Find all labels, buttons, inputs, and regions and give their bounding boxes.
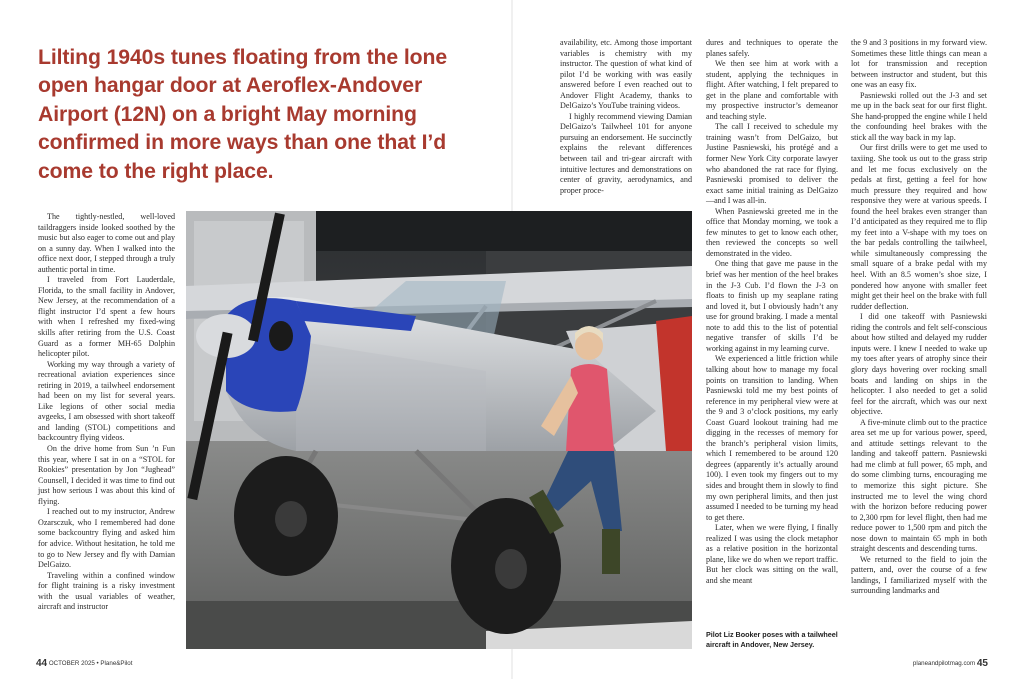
- folio-left: [36, 658, 132, 669]
- text-column-1: [38, 212, 175, 613]
- paragraph: the 9 and 3 positions in my forward view. Sometimes these little things can mean a lot for transmission and reception between instructor and student, but this one was an easy fix.: [851, 38, 987, 90]
- paragraph: We experienced a little friction while talking about how to manage my focal points on transition to landing. When Pasniewski told me my best points of reference in my peripheral view were at the 9 and 3 o’clock positions, my early Coast Guard lookout training had me digging in the recesses of memory for the branch’s peripheral vision limits, which I remembered to be around 120 degrees (apparently it’s actually around 100). I even took my fingers out to my sides and brought them in slowly to find my own peripheral limits, and then just assumed I needed to be turning my head to get there.: [706, 354, 838, 522]
- paragraph: We returned to the field to join the pattern, and, over the course of a few landings, I familiarized myself with the surrounding landmarks and: [851, 554, 987, 596]
- paragraph: On the drive home from Sun ’n Fun this year, where I sat in on a “STOL for Rookies” presentation by Jon “Jughead” Counsell, I decided it was time to find out just how serious I was about this kind of flying.: [38, 444, 175, 506]
- paragraph: I highly recommend viewing Damian DelGaizo’s Tailwheel 101 for anyone pursuing an endorsement. He succinctly explains the relevant differences between tail and tri-gear aircraft with intuitive lectures and demonstrations on center of gravity, aerodynamics, and proper proce-: [560, 111, 692, 195]
- page-number-right: 45: [976, 658, 988, 669]
- paragraph: I reached out to my instructor, Andrew Ozarsczuk, who I remembered had done some backcountry flying and asked him for advice. Without hesitation, he told me to go to New Jersey and fly with Damian DelGaizo.: [38, 507, 175, 570]
- paragraph: Later, when we were flying, I finally realized I was using the clock metaphor as a relative position in the horizontal plane, like we do when we report traffic. But her clock was sitting on the wall, and she meant: [706, 523, 838, 585]
- airplane-photo: [186, 211, 692, 649]
- photo-caption: Pilot Liz Booker poses with a tailwheel aircraft in Andover, New Jersey.: [706, 630, 838, 649]
- paragraph: Traveling within a confined window for flight training is a risky investment with the usual variables of weather, aircraft and instructor: [38, 570, 175, 612]
- paragraph: availability, etc. Among those important variables is chemistry with my instructor. The question of what kind of pilot I’d be working with was easily answered before I even reached out to Andover Flight Academy, thanks to DelGaizo’s YouTube training videos.: [560, 38, 692, 111]
- paragraph: Pasniewski rolled out the J-3 and set me up in the back seat for our first flight. She hand-propped the engine while I held the confounding heel brakes with the stick all the way back in my lap.: [851, 90, 987, 142]
- airplane-photo-illustration: [186, 211, 692, 649]
- paragraph: When Pasniewski greeted me in the office that Monday morning, we took a few minutes to get to know each other, then reviewed the concepts so well demonstrated in the video.: [706, 206, 838, 258]
- paragraph: I traveled from Fort Lauderdale, Florida, to the small facility in Andover, New Jersey, at the recommendation of a flight instructor I’d spent a few hours with when I refreshed my fixed-wing skills after retiring from the U.S. Coast Guard as a former MH-65 Dolphin helicopter pilot.: [38, 275, 175, 359]
- paragraph: A five-minute climb out to the practice area set me up for various power, speed, and attitude settings relevant to the landing and takeoff pattern. Pasniewski had me climb at full power, 65 mph, and do some climbing turns, encouraging me to memorize this sight picture. She instructed me to level the wing chord with the horizon before reducing power to 2,300 rpm for level flight, then had me reduce power to 1,500 rpm and pitch the nose down to maintain 65 mph in both straight descents and descending turns.: [851, 417, 987, 554]
- paragraph: We then see him at work with a student, applying the techniques in flight. After watching, I felt prepared to get in the plane and comfortable with my prospective instructor’s demeanor and teaching style.: [706, 59, 838, 121]
- paragraph: dures and techniques to operate the planes safely.: [706, 38, 838, 58]
- folio-text-right: planeandpilotmag.com: [912, 660, 976, 668]
- paragraph: Our first drills were to get me used to taxiing. She took us out to the grass strip and let me focus exclusively on the pedals at first, getting a feel for how much pressure they required and how responsive they were at various speeds. I found the heel brakes even stranger than I’d anticipated as they required me to flip my feet into a V-shape with my toes on the bar pedals controlling the tailwheel, while simultaneously compressing the small square of a brake pedal with my heel. With an 8.5 women’s shoe size, I pondered how anyone with smaller feet might get their heel on the brake with full rudder deflection.: [851, 143, 987, 311]
- text-column-3: [706, 38, 838, 586]
- text-column-2: [560, 38, 692, 196]
- paragraph: I did one takeoff with Pasniewski riding the controls and felt self-conscious about how stilted and delayed my rudder inputs were. I knew I needed to wake up my toes after years of atrophy since their glory days hovering over rocking small boats and landing on ships in the helicopter. I also needed to get a solid feel for the aircraft, which was our next objective.: [851, 312, 987, 417]
- folio-text-left: OCTOBER 2025 • Plane&Pilot: [48, 660, 133, 668]
- article-headline: Lilting 1940s tunes floating from the lone open hangar door at Aeroflex-Andover Airport (12N) on a bright May morning confirmed in more ways than one that I’d come to the right place.: [38, 46, 447, 183]
- page-number-left: 44: [36, 658, 48, 669]
- paragraph: The tightly-nestled, well-loved taildraggers inside looked soothed by the music but also eager to come out and play on a sunny day. When I walked into the office next door, I stepped through a truly authentic portal in time.: [38, 212, 175, 274]
- folio-right: [913, 658, 988, 669]
- paragraph: Working my way through a variety of recreational aviation experiences since retiring in 2019, a tailwheel endorsement had been on my list for several years. Like legions of other social media avgeeks, I am obsessed with short takeoff and landing (STOL) competitions and backcountry flying videos.: [38, 359, 175, 443]
- paragraph: One thing that gave me pause in the brief was her mention of the heel brakes in the J-3 Cub. I’d flown the J-3 on floats to finish up my seaplane rating and loved it, but I obviously hadn’t any use for ground braking. I made a mental note to add this to the list of potential negative transfer of skills I’d be working against in my learning curve.: [706, 259, 838, 353]
- paragraph: The call I received to schedule my training wasn’t from DelGaizo, but Justine Pasniewski, his protégé and a former New York City corporate lawyer who abandoned the rat race for flying. Pasniewski promised to deliver the exact same initial training as DelGaizo—and I was all-in.: [706, 122, 838, 206]
- text-column-4: [851, 38, 987, 597]
